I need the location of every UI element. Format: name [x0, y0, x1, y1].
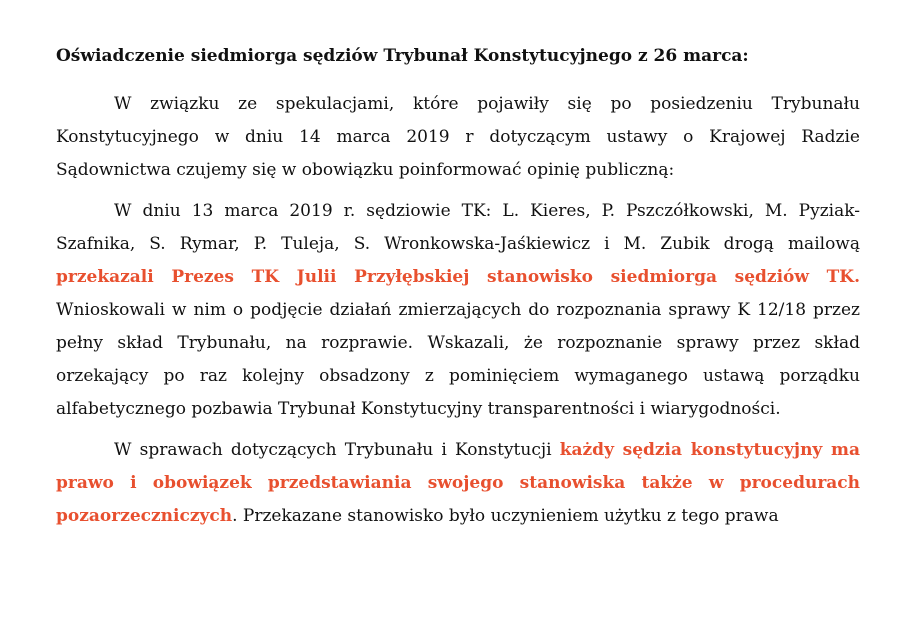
paragraph-intro: W związku ze spekulacjami, które pojawiły się po posiedzeniu Trybunału Konstytucyjnego w dniu 14 marca 2019 r dotyczącym ustawy o Krajowej Radzie Sądownictwa czujemy się w obowiązku poinformować opinię publiczną: — [56, 94, 860, 180]
paragraph-judges-text-after: Wnioskowali w nim o podjęcie działań zmierzających do rozpoznania sprawy K 12/18 przez pełny skład Trybunału, na rozprawie. Wskazali, że rozpoznanie sprawy przez skład orzekający po raz kolejny obsadzony z pominięciem wymaganego ustawą porządku alfabetycznego pozbawia Trybunał Konstytucyjny transparentności i wiarygodności. — [56, 300, 860, 419]
paragraph-rights — [56, 434, 860, 533]
paragraph-judges-highlight: przekazali Prezes TK Julii Przyłębskiej stanowisko siedmiorga sędziów TK. — [56, 267, 860, 287]
paragraph-rights-highlight: każdy sędzia konstytucyjny ma prawo i obowiązek przedstawiania swojego stanowiska także w procedurach pozaorzeczniczych — [56, 440, 860, 526]
paragraph-judges-text-before: W dniu 13 marca 2019 r. sędziowie TK: L. Kieres, P. Pszczółkowski, M. Pyziak-Szafnika, S. Rymar, P. Tuleja, S. Wronkowska-Jaśkiewicz i M. Zubik drogą mailową — [56, 201, 860, 254]
paragraph-rights-text-before: W sprawach dotyczących Trybunału i Konstytucji — [114, 440, 560, 460]
document-title: Oświadczenie siedmiorga sędziów Trybunał Konstytucyjnego z 26 marca: — [56, 46, 749, 66]
paragraph-judges — [56, 195, 860, 426]
document-page — [56, 44, 860, 533]
paragraph-rights-text-after: . Przekazane stanowisko było uczynieniem użytku z tego prawa — [232, 506, 779, 526]
